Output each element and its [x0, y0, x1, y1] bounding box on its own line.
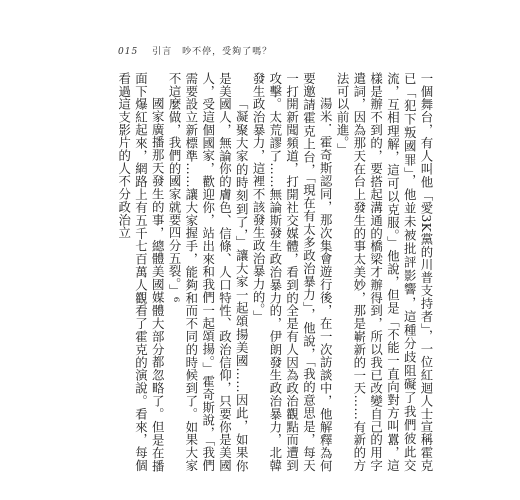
page-number: 015: [118, 47, 139, 57]
running-header: [118, 44, 272, 57]
paragraph: 「凝聚大家的時刻到了，」讓大家一起頌揚美國……因此，如果你是美國人，無論你的膚色、信條、人口特性、政治信仰，只要你是美國人，受這個國家，歡迎你，站出來和我們一起頌揚。」霍奇斯說，「我們需要設立新標準……讓大家握手，能夠和而不同的時候到了。如果大家不這麼做，我們的國家就要四分五裂。」⁶: [167, 72, 250, 472]
paragraph: 一個舞台，有人叫他「愛3K黨的川普支持者」，一位紅迴人士宣稱霍克已「犯下叛國罪」，他並未被批評影響，這種分歧阻礙了我們彼此交流，互相理解，這可以克服。」他說，但是「不能一直向對方叫囂，這樣是辦不到的，要搭起溝通的橋梁才辦得到，所以我已改變自己的用字遣詞，因為那天在台上發生的事太美妙，那是嶄新的一天……有新的方法可以前進。」: [335, 72, 434, 472]
chapter-title: 引言 吵不停，受夠了嗎？: [152, 47, 273, 57]
paragraph: 國家廣播那天發生的事，總體美國媒體大部分都忽略了。但是在播面下爆紅起來，網路上有五千七百萬人觀看了霍克的演說。看來，每個看過這支影片的人不分政治立: [116, 72, 166, 472]
body-text: [115, 72, 434, 472]
paragraph: 湯米．霍奇斯認同，那次集會遊行後，在一次訪談中，他解釋為何要邀請霍克上台，「現在有太多政治暴力」，他說，「我的意思是，每天一打開新聞頻道，打開社交媒體，看到的全是有人因為政治觀點而遭到攻擊。太荒謬了……無論斯發生政治暴力的，伊朗發生政治暴力，北韓發生政治暴力，這裡不該發生政治暴力的。」: [251, 72, 334, 472]
